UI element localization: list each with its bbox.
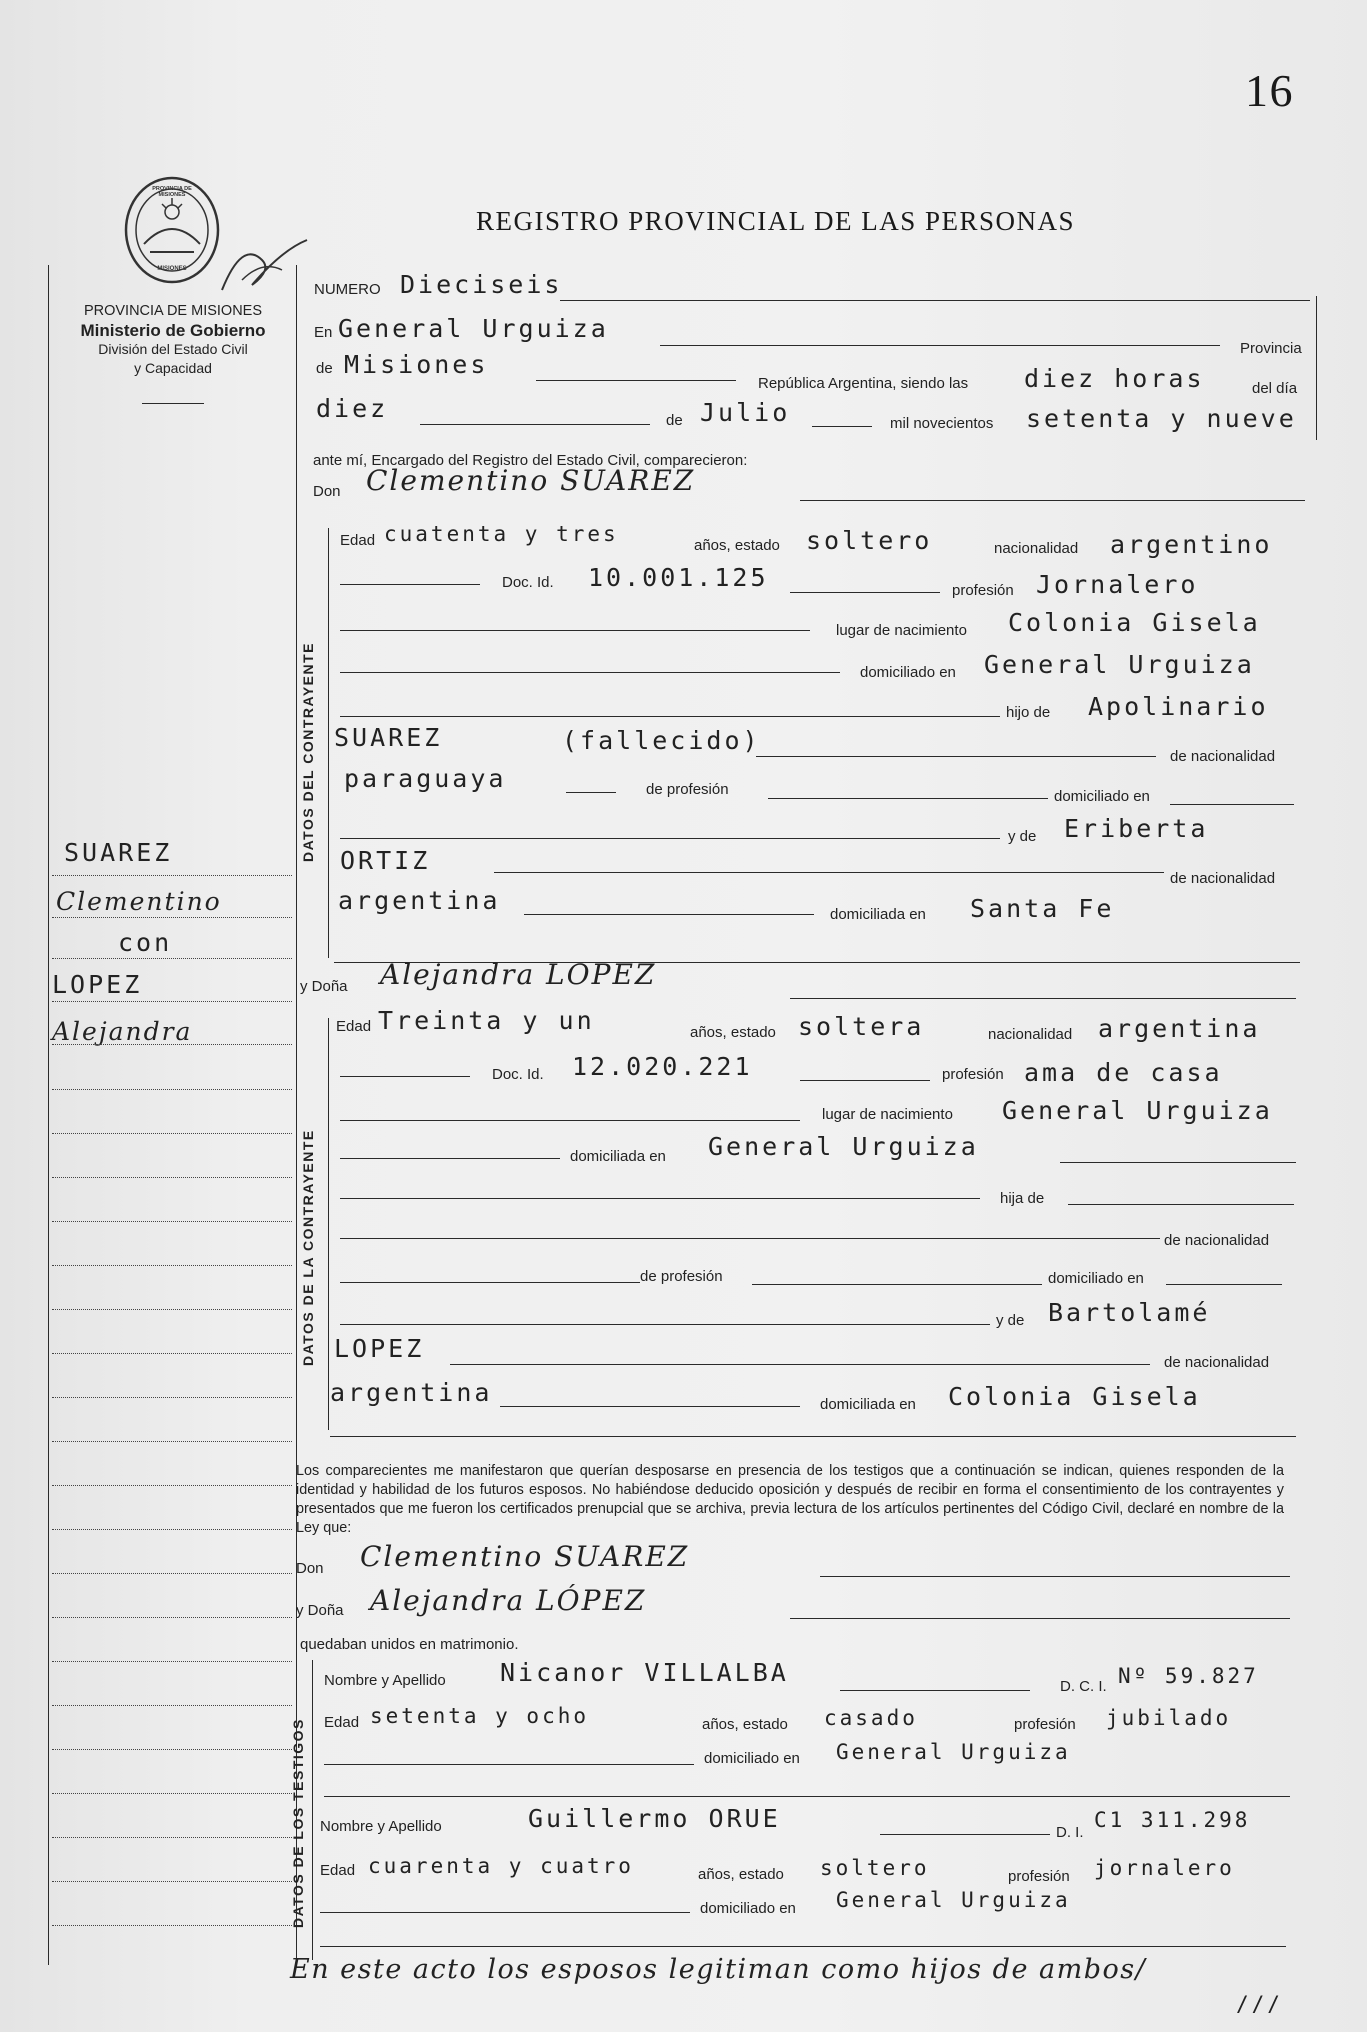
bride-y-de-label: y de bbox=[996, 1312, 1025, 1329]
bride-domicilio-value: General Urguiza bbox=[708, 1132, 979, 1161]
y-dona-label: y Doña bbox=[300, 978, 348, 995]
declaration-paragraph: Los comparecientes me manifestaron que querían desposarse en presencia de los testigos que a continuación se indican, quienes responden de la identidad y habilidad de los futuros esposos. No habiéndose deducido oposición y después de recibir en forma el consentimiento de los contrayentes y presentados que me fueron los certificados prenupcial que se archiva, previa lectura de los artículos pertinentes del Código Civil, declaré en nombre de la Ley que: bbox=[296, 1463, 1284, 1536]
groom-padre-nac-label: de nacionalidad bbox=[1170, 748, 1276, 765]
w1-profesion-label: profesión bbox=[1014, 1716, 1076, 1733]
groom-name: Clementino SUAREZ bbox=[366, 464, 696, 497]
groom-padre-nota: (fallecido) bbox=[562, 726, 761, 755]
w2-domicilio-value: General Urguiza bbox=[836, 1888, 1071, 1912]
bride-padre-profesion-label: de profesión bbox=[640, 1268, 723, 1285]
bride-profesion-value: ama de casa bbox=[1024, 1058, 1223, 1087]
provincia-value: Misiones bbox=[344, 350, 489, 379]
groom-hijo-de-label: hijo de bbox=[1006, 704, 1051, 721]
quedaban-label: quedaban unidos en matrimonio. bbox=[300, 1636, 519, 1653]
del-dia-label: del día bbox=[1252, 380, 1298, 397]
don-label: Don bbox=[313, 483, 341, 500]
mes-value: Julio bbox=[700, 398, 791, 427]
bride-padre-nac-label: de nacionalidad bbox=[1164, 1232, 1270, 1249]
decl-dona-label: y Doña bbox=[296, 1602, 344, 1619]
groom-madre-nacionalidad: argentina bbox=[338, 886, 501, 915]
issuer-block bbox=[48, 302, 298, 378]
groom-profesion-value: Jornalero bbox=[1036, 570, 1199, 599]
w1-edad-value: setenta y ocho bbox=[370, 1704, 590, 1728]
groom-padre-domicilio-label: domiciliado en bbox=[1054, 788, 1150, 805]
issuer-ministry: Ministerio de Gobierno bbox=[80, 321, 266, 340]
w2-profesion-label: profesión bbox=[1008, 1868, 1070, 1885]
groom-domicilio-value: General Urguiza bbox=[984, 650, 1255, 679]
bride-madre-nac-label: de nacionalidad bbox=[1164, 1354, 1270, 1371]
groom-nacionalidad-label: nacionalidad bbox=[994, 540, 1079, 557]
w2-estado-value: soltero bbox=[820, 1856, 930, 1880]
groom-lugar-nac-value: Colonia Gisela bbox=[1008, 608, 1261, 637]
ante-mi-label: ante mí, Encargado del Registro del Estado Civil, comparecieron: bbox=[313, 452, 748, 469]
margin-note-surname-bride: LOPEZ bbox=[52, 970, 143, 999]
lugar-value: General Urguiza bbox=[338, 314, 609, 343]
groom-lugar-nac-label: lugar de nacimiento bbox=[836, 622, 967, 639]
w1-domicilio-value: General Urguiza bbox=[836, 1740, 1071, 1764]
w2-edad-value: cuarenta y cuatro bbox=[368, 1854, 634, 1878]
w1-profesion-value: jubilado bbox=[1106, 1706, 1232, 1730]
hora-value: diez horas bbox=[1024, 364, 1205, 393]
registry-title: REGISTRO PROVINCIAL DE LAS PERSONAS bbox=[476, 206, 1076, 236]
margin-note-name-groom: Clementino bbox=[56, 887, 222, 916]
bride-madre-apellido: LOPEZ bbox=[334, 1334, 425, 1363]
issuer-division: División del Estado Civil bbox=[98, 341, 248, 357]
seal-text-top: PROVINCIA DE MISIONES bbox=[152, 186, 192, 198]
numero-value: Dieciseis bbox=[400, 270, 563, 299]
bride-anos-estado-label: años, estado bbox=[690, 1024, 776, 1041]
groom-doc-value: 10.001.125 bbox=[588, 563, 769, 592]
de-label: de bbox=[316, 360, 333, 377]
closing-note: En este acto los esposos legitiman como hijos de ambos/ bbox=[290, 1954, 1147, 1985]
w2-edad-label: Edad bbox=[320, 1862, 356, 1879]
bride-name: Alejandra LOPEZ bbox=[380, 958, 657, 991]
provincia-label: Provincia bbox=[1240, 340, 1302, 357]
mil-novecientos-label: mil novecientos bbox=[890, 415, 994, 432]
bride-nacionalidad-label: nacionalidad bbox=[988, 1026, 1073, 1043]
issuer-province: PROVINCIA DE MISIONES bbox=[83, 303, 263, 319]
bride-edad-value: Treinta y un bbox=[378, 1006, 595, 1035]
margin-note-con: con bbox=[118, 928, 173, 957]
groom-padre-apellido: SUAREZ bbox=[334, 723, 443, 752]
groom-edad-value: cuatenta y tres bbox=[384, 522, 619, 546]
numero-label: NUMERO bbox=[314, 281, 381, 298]
bride-profesion-label: profesión bbox=[942, 1066, 1004, 1083]
bride-doc-value: 12.020.221 bbox=[572, 1052, 753, 1081]
provincial-seal bbox=[122, 174, 222, 286]
w2-doc-label: D. I. bbox=[1056, 1824, 1084, 1841]
bride-edad-label: Edad bbox=[336, 1018, 372, 1035]
issuer-capacity: y Capacidad bbox=[134, 360, 212, 376]
w2-nombre-value: Guillermo ORUE bbox=[528, 1804, 781, 1833]
anio-value: setenta y nueve bbox=[1026, 404, 1297, 433]
groom-madre-domicilio: Santa Fe bbox=[970, 894, 1115, 923]
groom-madre-nac-label: de nacionalidad bbox=[1170, 870, 1276, 887]
decl-don-label: Don bbox=[296, 1560, 324, 1577]
groom-padre-value: Apolinario bbox=[1088, 692, 1269, 721]
en-label: En bbox=[314, 324, 333, 341]
witnesses-section-label: DATOS DE LOS TESTIGOS bbox=[290, 1718, 306, 1928]
republica-label: República Argentina, siendo las bbox=[758, 375, 969, 392]
de-mes-label: de bbox=[666, 412, 683, 429]
w1-estado-value: casado bbox=[824, 1706, 918, 1730]
groom-anos-estado-label: años, estado bbox=[694, 537, 780, 554]
end-mark: /// bbox=[1236, 1992, 1283, 2016]
bride-domicilio-label: domiciliada en bbox=[570, 1148, 666, 1165]
groom-nacionalidad-value: argentino bbox=[1110, 530, 1273, 559]
margin-note-name-bride: Alejandra bbox=[52, 1017, 193, 1046]
w2-domicilio-label: domiciliado en bbox=[700, 1900, 796, 1917]
w1-doc-value: Nº 59.827 bbox=[1118, 1664, 1259, 1688]
groom-estado-value: soltero bbox=[806, 526, 933, 555]
groom-padre-nacionalidad: paraguaya bbox=[344, 764, 507, 793]
groom-domicilio-label: domiciliado en bbox=[860, 664, 956, 681]
groom-padre-profesion-label: de profesión bbox=[646, 781, 729, 798]
w1-domicilio-label: domiciliado en bbox=[704, 1750, 800, 1767]
w2-profesion-value: jornalero bbox=[1094, 1856, 1235, 1880]
bride-padre-domicilio-label: domiciliado en bbox=[1048, 1270, 1144, 1287]
decl-dona-value: Alejandra LÓPEZ bbox=[370, 1584, 647, 1617]
groom-madre-apellido: ORTIZ bbox=[340, 846, 431, 875]
bride-madre-domicilio-label: domiciliada en bbox=[820, 1396, 916, 1413]
bride-lugar-nac-label: lugar de nacimiento bbox=[822, 1106, 953, 1123]
decl-don-value: Clementino SUAREZ bbox=[360, 1540, 690, 1573]
w2-nombre-label: Nombre y Apellido bbox=[320, 1818, 442, 1835]
bride-nacionalidad-value: argentina bbox=[1098, 1014, 1261, 1043]
bride-section-label: DATOS DE LA CONTRAYENTE bbox=[300, 1129, 316, 1366]
official-signature bbox=[212, 230, 312, 300]
margin-note-surname-groom: SUAREZ bbox=[64, 838, 173, 867]
groom-doc-label: Doc. Id. bbox=[502, 574, 554, 591]
bride-estado-value: soltera bbox=[798, 1012, 925, 1041]
seal-text-bottom: MISIONES bbox=[157, 266, 187, 272]
bride-doc-label: Doc. Id. bbox=[492, 1066, 544, 1083]
w1-nombre-value: Nicanor VILLALBA bbox=[500, 1658, 789, 1687]
w1-nombre-label: Nombre y Apellido bbox=[324, 1672, 446, 1689]
page-number: 16 bbox=[1245, 65, 1294, 116]
dia-value: diez bbox=[316, 394, 389, 423]
bride-madre-value: Bartolamé bbox=[1048, 1298, 1211, 1327]
w2-anos-estado-label: años, estado bbox=[698, 1866, 784, 1883]
groom-y-de-label: y de bbox=[1008, 828, 1037, 845]
groom-edad-label: Edad bbox=[340, 532, 376, 549]
w1-anos-estado-label: años, estado bbox=[702, 1716, 788, 1733]
groom-madre-domicilio-label: domiciliada en bbox=[830, 906, 926, 923]
groom-profesion-label: profesión bbox=[952, 582, 1014, 599]
bride-lugar-nac-value: General Urguiza bbox=[1002, 1096, 1273, 1125]
bride-madre-domicilio: Colonia Gisela bbox=[948, 1382, 1201, 1411]
groom-section-label: DATOS DEL CONTRAYENTE bbox=[300, 641, 316, 862]
w1-doc-label: D. C. I. bbox=[1060, 1678, 1107, 1695]
groom-madre-value: Eriberta bbox=[1064, 814, 1209, 843]
w1-edad-label: Edad bbox=[324, 1714, 360, 1731]
w2-doc-value: C1 311.298 bbox=[1094, 1808, 1251, 1832]
bride-hija-de-label: hija de bbox=[1000, 1190, 1045, 1207]
bride-madre-nacionalidad: argentina bbox=[330, 1378, 493, 1407]
